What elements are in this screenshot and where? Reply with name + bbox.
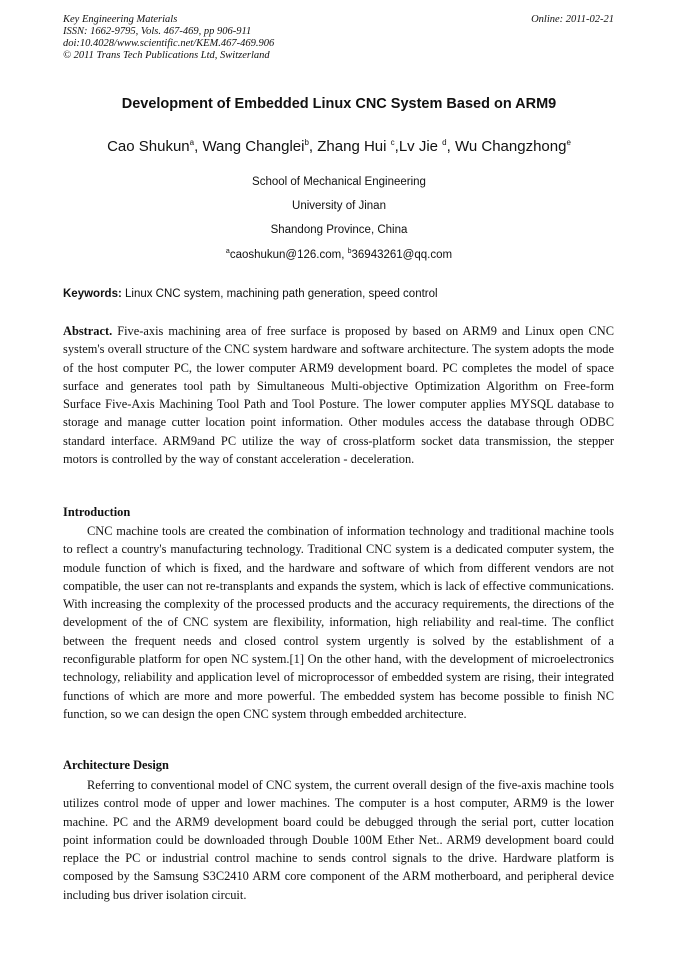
- keywords-line: [63, 288, 438, 300]
- author-name: Wu Changzhong: [454, 138, 567, 155]
- affiliation-school: School of Mechanical Engineering: [252, 176, 426, 188]
- author-name: Cao Shukun: [107, 138, 190, 155]
- keywords-label: Keywords:: [63, 288, 122, 300]
- author-name: Zhang Hui: [317, 138, 391, 155]
- keywords-text: Linux CNC system, machining path generation, speed control: [121, 288, 438, 300]
- introduction-paragraph: CNC machine tools are created the combination of information technology and traditional machine tools to reflect a country's manufacturing technology. Traditional CNC system is a dedicated computer system, the module function of which is fixed, and the hardware and software of which from different vendors are not compatible, the user can not re-transplants and expands the system, which is lack of effective communications. With increasing the complexity of the processed products and the accuracy requirements, the directions of the development of the of CNC system are flexibility, information, high reliability and real-time. The conflict between the frequent needs and closed control system urgently is solved by the establishment of a reconfigurable platform for open NC system.[1] On the other hand, with the development of microelectronics technology, reliability and application level of microprocessor of embedded system are rising, their integrated functions of which are more and more powerful. The embedded system has become possible to finish NC function, so we can design the open CNC system through embedded architecture.: [63, 524, 614, 721]
- author-sup: b: [304, 138, 309, 147]
- email-sup: a: [225, 248, 230, 255]
- affiliation-emails: [0, 249, 678, 261]
- journal-name: Key Engineering Materials: [63, 14, 178, 25]
- abstract-text: Five-axis machining area of free surface is proposed by based on ARM9 and Linux open CNC system's overall structure of the CNC system hardware and software architecture. The system adopts the mode of the host computer PC, the lower computer ARM9 development board. PC completes the model of space surface and generates tool path by Simultaneous Multi-objective Optimization Algorithm on Free-form Surface Five-Axis Machining Tool Path and Tool Posture. The lower computer applies MYSQL database to storage and manage cutter location point information. Other modules access the database through ODBC standard interface. ARM9and PC utilize the way of cross-platform socket data transmission, the stepper motors is controlled by the way of constant acceleration - deceleration.: [63, 324, 614, 467]
- issn-line: ISSN: 1662-9795, Vols. 467-469, pp 906-911: [63, 26, 252, 37]
- email-link[interactable]: caoshukun@126.com,: [229, 249, 348, 261]
- author-separator: ,: [308, 138, 318, 155]
- copyright-line: © 2011 Trans Tech Publications Ltd, Switzerland: [63, 50, 270, 61]
- author-sup: c: [390, 138, 395, 147]
- author-name: Lv Jie: [398, 138, 443, 155]
- paper-title: Development of Embedded Linux CNC System Based on ARM9: [121, 96, 557, 112]
- section-heading-introduction: Introduction: [63, 505, 131, 519]
- abstract-label: Abstract.: [63, 324, 113, 338]
- architecture-paragraph: Referring to conventional model of CNC system, the current overall design of the five-axis machine tools utilizes control mode of upper and lower machines. The computer is a host computer, ARM9 is the lower machine. PC and the ARM9 development board could be debugged through the serial port, cutter location point information could be downloaded through Double 100M Ether Net.. ARM9 development board could replace the PC or industrial control machine to sends control signals to the drive. Hardware platform is composed by the Samsung S3C2410 ARM core component of the ARM motherboard, and peripheral device including bus driver isolation circuit.: [63, 778, 614, 902]
- affiliation-university: University of Jinan: [292, 200, 386, 212]
- author-sup: a: [189, 138, 195, 147]
- section-heading-architecture: Architecture Design: [63, 758, 169, 772]
- abstract-paragraph: [63, 322, 614, 468]
- author-name: Wang Changlei: [202, 138, 305, 155]
- author-separator: ,: [446, 138, 455, 155]
- author-separator: ,: [394, 138, 399, 155]
- online-date: Online: 2011-02-21: [531, 14, 614, 25]
- author-list: [0, 138, 678, 155]
- author-sup: d: [442, 138, 447, 147]
- email-link[interactable]: 36943261@qq.com: [351, 249, 453, 261]
- doi-line: doi:10.4028/www.scientific.net/KEM.467-469.906: [63, 38, 275, 49]
- email-sup: b: [347, 248, 352, 255]
- affiliation-location: Shandong Province, China: [270, 224, 408, 236]
- author-sup: e: [566, 138, 571, 147]
- author-separator: ,: [194, 138, 203, 155]
- journal-header: [63, 14, 274, 62]
